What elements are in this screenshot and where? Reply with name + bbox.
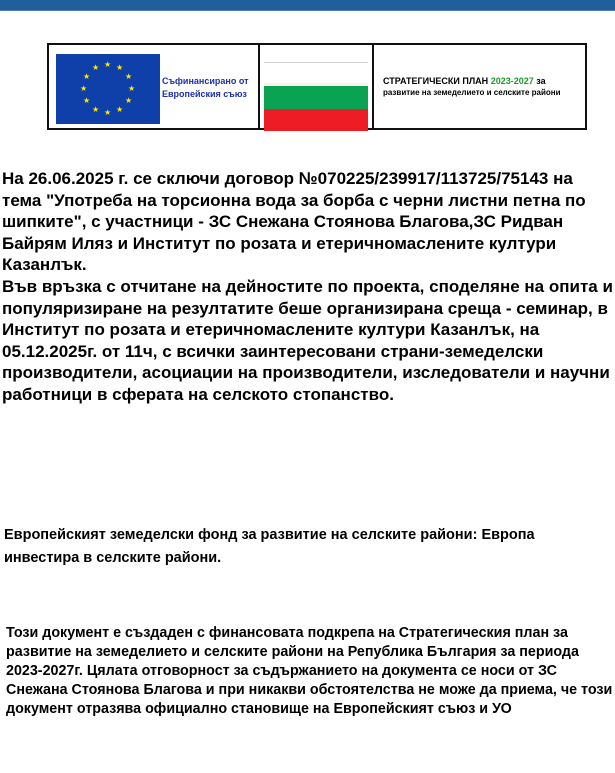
bulgaria-flag-logo <box>260 45 374 128</box>
plan-years: 2023-2027 <box>490 76 534 86</box>
disclaimer: Този документ е създаден с финансовата подкрепа на Стратегическия план за развитие на земеделието и селските райони на Република България за периода 2023-2027г. Цялата отговорност за съдържанието на документа се носи от ЗС Снежана Стоянова Благова и при никакви обстоятелства не може да приема, че този документ отразява официално становище на Европейският съюз и УО <box>6 625 613 717</box>
header-bar <box>0 0 615 11</box>
star-icon: ★ <box>80 84 88 93</box>
fund-statement: Европейският земеделски фонд за развитие на селските райони: Европа инвестира в селските райони. <box>4 527 535 566</box>
eu-flag-icon <box>56 54 160 124</box>
logo-banner <box>47 43 587 130</box>
star-icon: ★ <box>116 105 124 114</box>
star-icon: ★ <box>92 63 100 72</box>
plan-title-suffix: за <box>536 76 546 86</box>
star-icon: ★ <box>125 72 133 81</box>
strategic-plan-text <box>383 75 561 99</box>
seminar-paragraph: Във връзка с отчитане на дейностите по проекта, споделяне на опита и популяризиране на резултатите беше организирана среща - семинар, в Институт по розата и етеричномаслените култури Казанлък, на 05.12.2025г. от 11ч, с всички заинтересовани страни-земеделски производители, асоциации на производители, изследователи и научни работници в сферата на селското стопанство. <box>2 276 613 404</box>
bulgaria-flag-icon <box>264 62 368 63</box>
flag-red-stripe <box>264 109 368 131</box>
star-icon: ★ <box>128 84 136 93</box>
contract-paragraph: На 26.06.2025 г. се сключи договор №070225/239917/113725/75143 на тема "Употреба на торсионна вода за борба с черни листни петна по шипките", с участници - ЗС Снежана Стоянова Благова,ЗС Ридван Байрям Иляз и Институт по розата и етеричномаслените култури Казанлък. <box>2 169 586 275</box>
star-icon: ★ <box>125 96 133 105</box>
eu-caption <box>162 75 249 101</box>
announcement-text <box>2 168 614 406</box>
star-icon: ★ <box>83 72 91 81</box>
star-icon: ★ <box>116 63 124 72</box>
eu-cofunding-logo <box>49 45 260 128</box>
eu-caption-line1: Съфинансирано от <box>162 76 249 86</box>
star-icon: ★ <box>104 108 112 117</box>
eu-caption-line2: Европейския съюз <box>162 89 247 99</box>
strategic-plan-title <box>383 75 561 87</box>
star-icon: ★ <box>83 96 91 105</box>
star-icon: ★ <box>92 105 100 114</box>
strategic-plan-subtitle: развитие на земеделието и селските райони <box>383 88 561 97</box>
strategic-plan-logo <box>374 45 585 128</box>
plan-title-main: СТРАТЕГИЧЕСКИ ПЛАН <box>383 76 489 86</box>
star-icon: ★ <box>104 60 112 69</box>
flag-green-stripe <box>264 86 368 109</box>
